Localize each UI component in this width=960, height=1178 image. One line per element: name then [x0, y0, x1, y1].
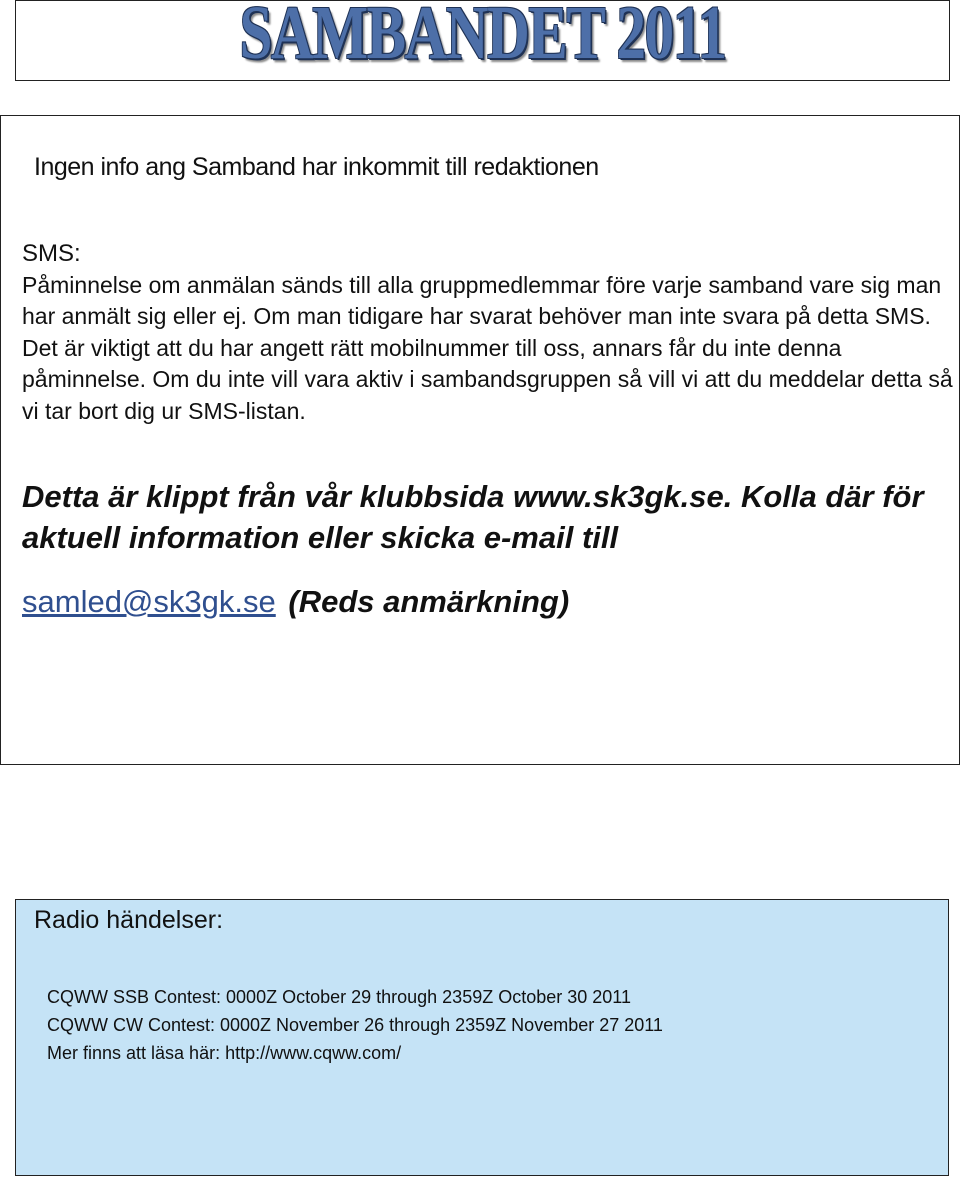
list-item: Mer finns att läsa här: http://www.cqww.com/: [47, 1043, 402, 1063]
sms-paragraph: Påminnelse om anmälan sänds till alla gruppmedlemmar före varje samband vare sig man har anmält sig eller ej. Om man tidigare har svarat behöver man inte svara på detta SMS. Det är viktigt att du har angett rätt mobilnummer till oss, annars får du inte denna påminnelse. Om du inte vill vara aktiv i sambandsgruppen så vill vi att du meddelar detta så vi tar bort dig ur SMS-listan.: [22, 271, 953, 424]
page-title: SAMBANDET 2011: [239, 0, 726, 75]
radio-events-list: [47, 983, 663, 1067]
samband-info-box: [0, 115, 960, 765]
sms-label: SMS:: [22, 240, 81, 267]
reds-note: (Reds anmärkning): [288, 584, 570, 619]
email-link[interactable]: samled@sk3gk.se: [22, 584, 276, 619]
title-banner: [15, 0, 950, 81]
list-item: CQWW SSB Contest: 0000Z October 29 through 2359Z October 30 2011: [47, 987, 631, 1007]
editor-note: Detta är klippt från vår klubbsida www.sk3gk.se. Kolla där för aktuell information eller skicka e-mail till: [22, 479, 924, 555]
radio-title: Radio händelser:: [34, 906, 224, 934]
info-headline: Ingen info ang Samband har inkommit till redaktionen: [34, 153, 599, 181]
radio-events-box: [15, 899, 949, 1176]
sms-section: [22, 238, 954, 427]
list-item: CQWW CW Contest: 0000Z November 26 through 2359Z November 27 2011: [47, 1015, 663, 1035]
contact-line: [22, 582, 569, 622]
